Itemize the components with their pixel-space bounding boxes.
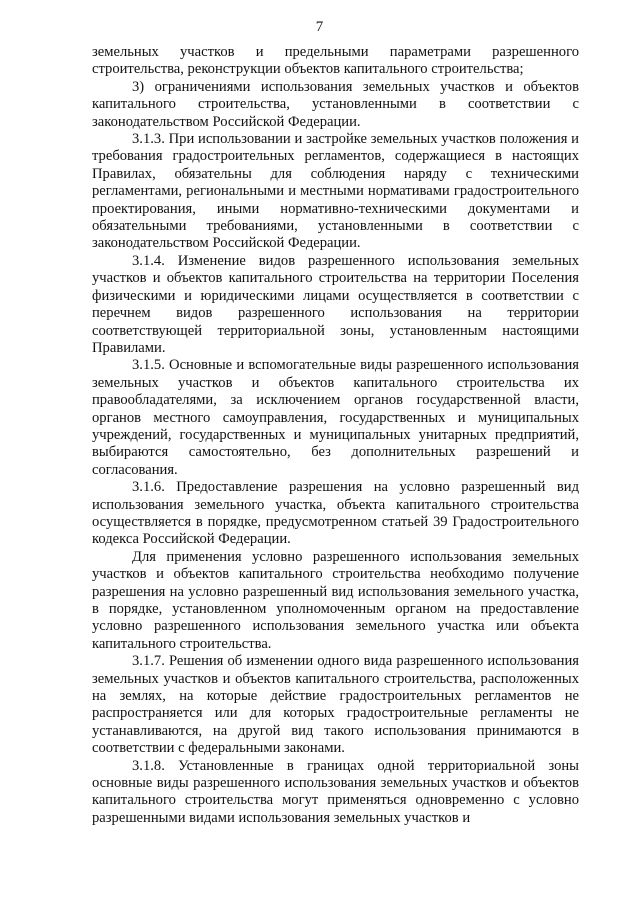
paragraph-3-1-3: 3.1.3. При использовании и застройке земельных участков положения и требования градостроительных регламентов, содержащиеся в настоящих Правилах, обязательны для соблюдения наряду с техническими регламентами, региональными и местными нормативами градостроительного проектирования, иными нормативно-техническими документами и обязательными требованиями, установленными в соответствии с законодательством Российской Федерации. — [92, 131, 579, 252]
paragraph-continuation: земельных участков и предельными параметрами разрешенного строительства, реконструкции объектов капитального строительства; — [92, 44, 579, 78]
paragraph-3-1-6: 3.1.6. Предоставление разрешения на условно разрешенный вид использования земельного участка, объекта капитального строительства осуществляется в порядке, предусмотренном статьей 39 Градостроительного кодекса Российской Федерации. — [92, 479, 579, 548]
paragraph-item-3: 3) ограничениями использования земельных участков и объектов капитального строительства, установленными в соответствии с законодательством Российской Федерации. — [92, 78, 579, 130]
page-number: 7 — [315, 19, 324, 35]
paragraph-3-1-7: 3.1.7. Решения об изменении одного вида разрешенного использования земельных участков и объектов капитального строительства, расположенных на землях, на которые действие градостроительных регламентов не распространяется или для которых градостроительные регламенты не устанавливаются, на другой вид такого использования принимаются в соответствии с федеральными законами. — [92, 653, 579, 757]
document-body — [92, 44, 579, 827]
paragraph-3-1-4: 3.1.4. Изменение видов разрешенного использования земельных участков и объектов капитального строительства на территории Поселения физическими и юридическими лицами осуществляется в соответствии с перечнем видов разрешенного использования на территории соответствующей территориальной зоны, установленным настоящими Правилами. — [92, 252, 579, 356]
paragraph-3-1-5: 3.1.5. Основные и вспомогательные виды разрешенного использования земельных участков и объектов капитального строительства их правообладателями, за исключением органов государственной власти, органов местного самоуправления, государственных и муниципальных учреждений, государственных и муниципальных унитарных предприятий, выбираются самостоятельно, без дополнительных разрешений и согласования. — [92, 357, 579, 478]
paragraph-conditional-use: Для применения условно разрешенного использования земельных участков и объектов капитального строительства необходимо получение разрешения на условно разрешенный вид использования земельного участка, в порядке, установленном уполномоченным органом на предоставление условно разрешенного использования земельного участка или объекта капитального строительства. — [92, 548, 579, 652]
paragraph-3-1-8: 3.1.8. Установленные в границах одной территориальной зоны основные виды разрешенного использования земельных участков и объектов капитального строительства могут применяться одновременно с условно разрешенными видами использования земельных участков и — [92, 757, 579, 826]
